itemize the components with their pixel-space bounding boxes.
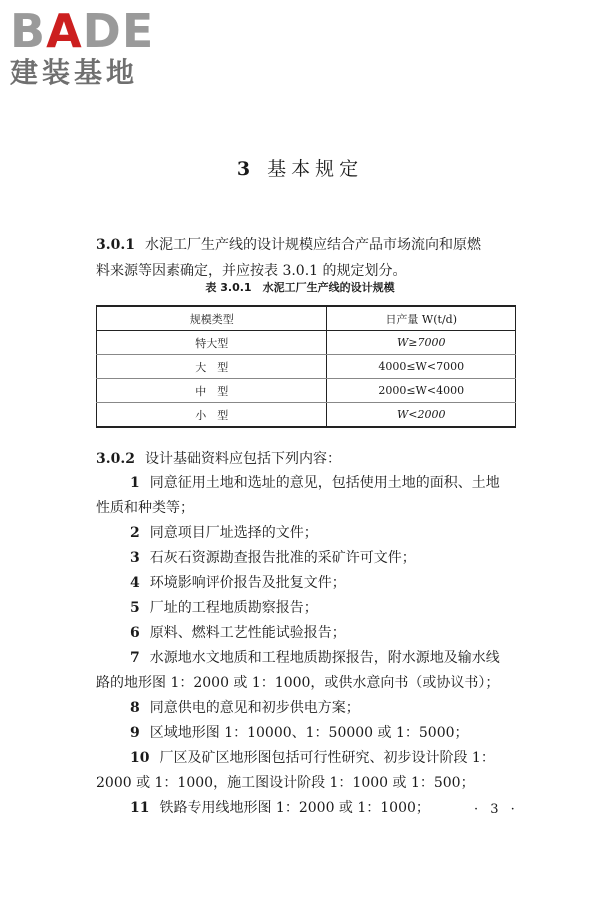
daily-output-cell: 4000≤W<7000 <box>327 355 516 379</box>
clause-number: 3.0.1 <box>96 237 135 253</box>
design-scale-table <box>96 305 516 428</box>
list-item: 8 同意供电的意见和初步供电方案； <box>130 700 360 716</box>
clause-3-0-1 <box>96 232 526 284</box>
clause-text-line1: 水泥工厂生产线的设计规模应结合产品市场流向和原燃 <box>144 237 481 253</box>
logo-wordmark: BADE <box>10 4 155 58</box>
clause-text-line2: 料来源等因素确定，并应按表 3.0.1 的规定划分。 <box>96 263 407 279</box>
list-item: 3 石灰石资源勘查报告批准的采矿许可文件； <box>130 550 416 566</box>
bade-logo <box>10 6 180 90</box>
list-item: 11 铁路专用线地形图 1：2000 或 1：1000； <box>130 800 430 816</box>
chapter-number: 3 <box>236 158 256 180</box>
scale-type-cell: 大 型 <box>97 355 327 379</box>
header-scale-type: 规模类型 <box>97 306 327 331</box>
list-item: 2 同意项目厂址选择的文件； <box>130 525 318 541</box>
table-caption: 表 3.0.1 水泥工厂生产线的设计规模 <box>205 281 395 294</box>
daily-output-cell: W<2000 <box>327 403 516 428</box>
list-item: 5 厂址的工程地质勘察报告； <box>130 600 318 616</box>
list-item: 6 原料、燃料工艺性能试验报告； <box>130 625 346 641</box>
table-row <box>97 379 516 403</box>
clause-intro-text: 设计基础资料应包括下列内容： <box>144 451 341 467</box>
list-item: 9 区域地形图 1：10000、1：50000 或 1：5000； <box>130 725 469 741</box>
list-item-continuation: 性质和种类等； <box>96 500 194 516</box>
table-row <box>97 403 516 428</box>
table-row <box>97 331 516 355</box>
list-item-continuation: 2000 或 1：1000，施工图设计阶段 1：1000 或 1：500； <box>96 775 475 791</box>
header-daily-output: 日产量 W(t/d) <box>327 306 516 331</box>
logo-subtitle: 建装基地 <box>10 56 139 89</box>
table-row <box>97 355 516 379</box>
clause-3-0-2-intro <box>96 446 526 472</box>
scale-type-cell: 小 型 <box>97 403 327 428</box>
clause-number: 3.0.2 <box>96 451 135 467</box>
scale-type-cell: 中 型 <box>97 379 327 403</box>
scale-type-cell: 特大型 <box>97 331 327 355</box>
list-item: 4 环境影响评价报告及批复文件； <box>130 575 346 591</box>
chapter-heading: 基本规定 <box>267 158 364 180</box>
chapter-title <box>0 154 600 181</box>
list-item: 1 同意征用土地和选址的意见，包括使用土地的面积、土地 <box>130 475 500 491</box>
list-item: 10 厂区及矿区地形图包括可行性研究、初步设计阶段 1： <box>130 750 495 766</box>
page-number: · 3 · <box>474 802 519 817</box>
list-item-continuation: 路的地形图 1：2000 或 1：1000，或供水意向书（或协议书）； <box>96 675 500 691</box>
list-item: 7 水源地水文地质和工程地质勘探报告，附水源地及输水线 <box>130 650 500 666</box>
table-header-row <box>97 306 516 331</box>
daily-output-cell: W≥7000 <box>327 331 516 355</box>
daily-output-cell: 2000≤W<4000 <box>327 379 516 403</box>
